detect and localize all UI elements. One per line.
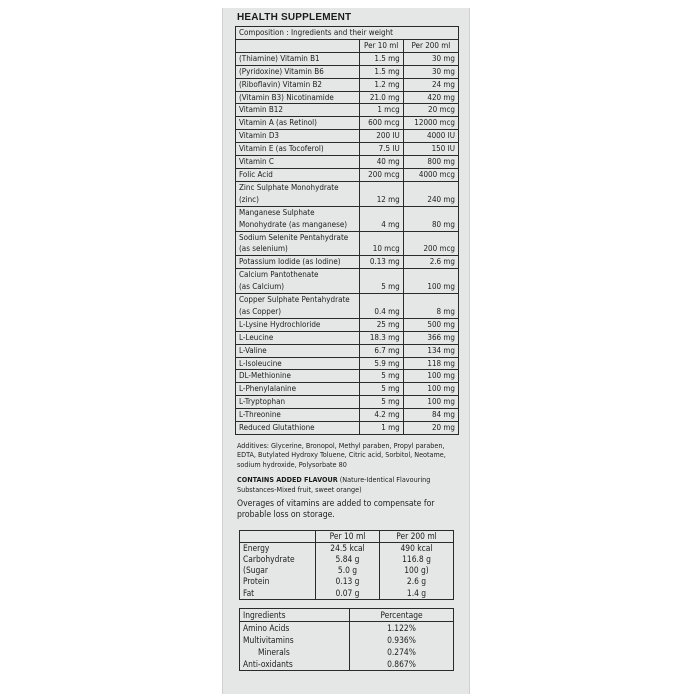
nutrient-name-line: L-Isoleucine	[239, 358, 282, 368]
nutrient-name	[236, 104, 360, 117]
label-panel	[222, 8, 470, 694]
ingredients-header-name: Ingredients	[240, 608, 350, 621]
nutrient-name-line: (Pyridoxine) Vitamin B6	[239, 66, 324, 76]
value-per-200ml: 12000 mcg	[403, 117, 458, 130]
nutrition-per-10ml: 5.84 g	[316, 554, 380, 565]
ingredients-row	[240, 646, 454, 658]
ingredient-name: Multivitamins	[240, 634, 350, 646]
nutrition-row	[240, 542, 454, 554]
additives-text: Additives: Glycerine, Bronopol, Methyl paraben, Propyl paraben, EDTA, Butylated Hydroxy Toluene, Citric acid, Sorbitol, Neotame, sodium hydroxide, Polysorbate 80	[237, 441, 446, 469]
flavour-text: (Nature-Identical Flavouring Substances-Mixed fruit, sweet orange)	[237, 475, 431, 494]
ingredients-header-pct: Percentage	[350, 608, 454, 621]
nutrient-name-line: L-Phenylalanine	[239, 384, 296, 394]
ingredients-table	[239, 608, 454, 671]
value-per-10ml: 40 mg	[359, 156, 403, 169]
nutrition-row	[240, 588, 454, 600]
nutrition-per-200ml: 116.8 g	[380, 554, 454, 565]
nutrition-row	[240, 565, 454, 576]
composition-caption-row	[236, 27, 459, 40]
ingredients-row	[240, 658, 454, 671]
nutrient-name-line: L-Valine	[239, 345, 267, 355]
nutrition-header-blank	[240, 530, 316, 542]
value-per-10ml: 18.3 mg	[359, 331, 403, 344]
nutrient-name	[236, 331, 360, 344]
value-per-200ml: 118 mg	[403, 357, 458, 370]
nutrition-name: Protein	[240, 576, 316, 587]
composition-row	[236, 130, 459, 143]
composition-row	[236, 422, 459, 435]
ingredients-row	[240, 621, 454, 634]
nutrient-name-line: (Vitamin B3) Nicotinamide	[239, 92, 334, 102]
ingredient-percentage: 0.936%	[350, 634, 454, 646]
composition-row	[236, 357, 459, 370]
nutrient-name	[236, 294, 360, 319]
nutrient-name	[236, 396, 360, 409]
composition-row	[236, 91, 459, 104]
value-per-200ml: 8 mg	[403, 294, 458, 319]
value-per-10ml: 6.7 mg	[359, 344, 403, 357]
composition-row	[236, 104, 459, 117]
value-per-10ml: 21.0 mg	[359, 91, 403, 104]
ingredients-row	[240, 634, 454, 646]
value-per-200ml: 134 mg	[403, 344, 458, 357]
value-per-10ml: 0.13 mg	[359, 256, 403, 269]
nutrient-name-line: Vitamin C	[239, 157, 274, 167]
value-per-200ml: 800 mg	[403, 156, 458, 169]
nutrient-name-line: DL-Methionine	[239, 371, 291, 381]
ingredient-name: Anti-oxidants	[240, 658, 350, 671]
composition-header-10ml: Per 10 ml	[359, 39, 403, 52]
value-per-10ml: 5 mg	[359, 269, 403, 294]
nutrition-header-10ml: Per 10 ml	[316, 530, 380, 542]
composition-row	[236, 396, 459, 409]
nutrient-name-line: Vitamin D3	[239, 131, 279, 141]
nutrition-name: Fat	[240, 588, 316, 600]
nutrient-name-line: Potassium Iodide (as Iodine)	[239, 257, 341, 267]
nutrient-name	[236, 370, 360, 383]
composition-row	[236, 269, 459, 294]
nutrition-row	[240, 576, 454, 587]
value-per-10ml: 5 mg	[359, 370, 403, 383]
value-per-200ml: 80 mg	[403, 206, 458, 231]
value-per-10ml: 7.5 IU	[359, 143, 403, 156]
nutrition-row	[240, 554, 454, 565]
nutrition-name: Carbohydrate	[240, 554, 316, 565]
value-per-10ml: 1.5 mg	[359, 52, 403, 65]
value-per-200ml: 150 IU	[403, 143, 458, 156]
ingredient-percentage: 0.867%	[350, 658, 454, 671]
value-per-10ml: 4.2 mg	[359, 409, 403, 422]
ingredient-name: Amino Acids	[240, 621, 350, 634]
nutrient-name-line: L-Tryptophan	[239, 397, 286, 407]
nutrient-name	[236, 143, 360, 156]
value-per-10ml: 5 mg	[359, 396, 403, 409]
value-per-200ml: 4000 mcg	[403, 168, 458, 181]
composition-row	[236, 370, 459, 383]
composition-header-blank	[236, 39, 360, 52]
value-per-200ml: 20 mcg	[403, 104, 458, 117]
flavour-note	[237, 475, 459, 494]
composition-row	[236, 156, 459, 169]
composition-row	[236, 256, 459, 269]
nutrient-name	[236, 91, 360, 104]
value-per-10ml: 12 mg	[359, 181, 403, 206]
nutrient-name	[236, 269, 360, 294]
value-per-200ml: 2.6 mg	[403, 256, 458, 269]
value-per-10ml: 25 mg	[359, 318, 403, 331]
nutrition-header-row	[240, 530, 454, 542]
composition-row	[236, 294, 459, 319]
nutrient-name-line: (Riboflavin) Vitamin B2	[239, 79, 322, 89]
composition-row	[236, 206, 459, 231]
value-per-10ml: 1.2 mg	[359, 78, 403, 91]
nutrient-name	[236, 130, 360, 143]
nutrient-name-line: (zinc)	[239, 194, 259, 204]
nutrient-name	[236, 181, 360, 206]
nutrition-table	[239, 530, 454, 600]
value-per-10ml: 5 mg	[359, 383, 403, 396]
value-per-10ml: 1 mcg	[359, 104, 403, 117]
value-per-200ml: 366 mg	[403, 331, 458, 344]
value-per-200ml: 200 mcg	[403, 231, 458, 256]
value-per-200ml: 240 mg	[403, 181, 458, 206]
nutrient-name-line: Vitamin E (as Tocoferol)	[239, 144, 324, 154]
nutrient-name	[236, 318, 360, 331]
composition-row	[236, 78, 459, 91]
value-per-200ml: 30 mg	[403, 52, 458, 65]
nutrient-name-line: Vitamin B12	[239, 105, 283, 115]
value-per-10ml: 1 mg	[359, 422, 403, 435]
composition-row	[236, 65, 459, 78]
nutrition-per-200ml: 490 kcal	[380, 542, 454, 554]
nutrient-name-line: Manganese Sulphate	[239, 207, 315, 217]
composition-row	[236, 52, 459, 65]
nutrient-name	[236, 168, 360, 181]
nutrient-name	[236, 52, 360, 65]
ingredient-name: Minerals	[240, 646, 350, 658]
nutrient-name-line: (as selenium)	[239, 244, 288, 254]
nutrient-name-line: (Thiamine) Vitamin B1	[239, 53, 320, 63]
nutrient-name-line: L-Lysine Hydrochloride	[239, 319, 321, 329]
nutrition-name: (Sugar	[240, 565, 316, 576]
nutrient-name-line: Folic Acid	[239, 169, 273, 179]
ingredient-percentage: 1.122%	[350, 621, 454, 634]
nutrient-name-line: Copper Sulphate Pentahydrate	[239, 295, 350, 305]
ingredient-percentage: 0.274%	[350, 646, 454, 658]
nutrient-name	[236, 357, 360, 370]
value-per-10ml: 600 mcg	[359, 117, 403, 130]
overages-note: Overages of vitamins are added to compensate for probable loss on storage.	[237, 499, 435, 520]
nutrition-header-200ml: Per 200 ml	[380, 530, 454, 542]
value-per-10ml: 5.9 mg	[359, 357, 403, 370]
composition-row	[236, 117, 459, 130]
nutrient-name	[236, 78, 360, 91]
composition-row	[236, 168, 459, 181]
value-per-200ml: 500 mg	[403, 318, 458, 331]
nutrient-name	[236, 65, 360, 78]
nutrient-name-line: L-Leucine	[239, 332, 274, 342]
nutrition-per-10ml: 0.13 g	[316, 576, 380, 587]
composition-row	[236, 383, 459, 396]
value-per-200ml: 24 mg	[403, 78, 458, 91]
value-per-10ml: 0.4 mg	[359, 294, 403, 319]
value-per-10ml: 4 mg	[359, 206, 403, 231]
ingredients-header-row	[240, 608, 454, 621]
nutrient-name	[236, 383, 360, 396]
composition-header-200ml: Per 200 ml	[403, 39, 458, 52]
nutrition-per-10ml: 5.0 g	[316, 565, 380, 576]
nutrition-per-200ml: 100 g)	[380, 565, 454, 576]
value-per-200ml: 20 mg	[403, 422, 458, 435]
nutrient-name	[236, 117, 360, 130]
nutrient-name-line: (as Copper)	[239, 306, 282, 316]
value-per-200ml: 100 mg	[403, 269, 458, 294]
value-per-200ml: 100 mg	[403, 370, 458, 383]
composition-header-row	[236, 39, 459, 52]
composition-row	[236, 344, 459, 357]
nutrition-per-10ml: 24.5 kcal	[316, 542, 380, 554]
value-per-200ml: 84 mg	[403, 409, 458, 422]
composition-row	[236, 143, 459, 156]
value-per-200ml: 420 mg	[403, 91, 458, 104]
nutrient-name-line: Sodium Selenite Pentahydrate	[239, 232, 349, 242]
composition-table	[235, 26, 459, 435]
nutrient-name-line: Zinc Sulphate Monohydrate	[239, 182, 339, 192]
nutrient-name-line: (as Calcium)	[239, 282, 285, 292]
value-per-200ml: 100 mg	[403, 396, 458, 409]
value-per-10ml: 200 IU	[359, 130, 403, 143]
value-per-10ml: 10 mcg	[359, 231, 403, 256]
nutrient-name	[236, 156, 360, 169]
composition-row	[236, 181, 459, 206]
composition-row	[236, 331, 459, 344]
nutrient-name	[236, 256, 360, 269]
nutrition-per-10ml: 0.07 g	[316, 588, 380, 600]
nutrient-name-line: L-Threonine	[239, 410, 281, 420]
composition-row	[236, 231, 459, 256]
nutrient-name	[236, 206, 360, 231]
nutrient-name	[236, 422, 360, 435]
nutrient-name-line: Reduced Glutathione	[239, 423, 315, 433]
value-per-200ml: 100 mg	[403, 383, 458, 396]
nutrition-per-200ml: 1.4 g	[380, 588, 454, 600]
flavour-label: CONTAINS ADDED FLAVOUR	[237, 475, 338, 485]
nutrition-per-200ml: 2.6 g	[380, 576, 454, 587]
nutrient-name	[236, 231, 360, 256]
product-heading: HEALTH SUPPLEMENT	[237, 12, 352, 23]
nutrient-name-line: Vitamin A (as Retinol)	[239, 118, 317, 128]
value-per-10ml: 1.5 mg	[359, 65, 403, 78]
composition-row	[236, 318, 459, 331]
composition-row	[236, 409, 459, 422]
nutrition-name: Energy	[240, 542, 316, 554]
nutrient-name	[236, 344, 360, 357]
composition-caption: Composition : Ingredients and their weight	[236, 27, 459, 40]
nutrient-name-line: Calcium Pantothenate	[239, 270, 319, 280]
nutrient-name	[236, 409, 360, 422]
nutrient-name-line: Monohydrate (as manganese)	[239, 219, 348, 229]
value-per-10ml: 200 mcg	[359, 168, 403, 181]
value-per-200ml: 30 mg	[403, 65, 458, 78]
value-per-200ml: 4000 IU	[403, 130, 458, 143]
